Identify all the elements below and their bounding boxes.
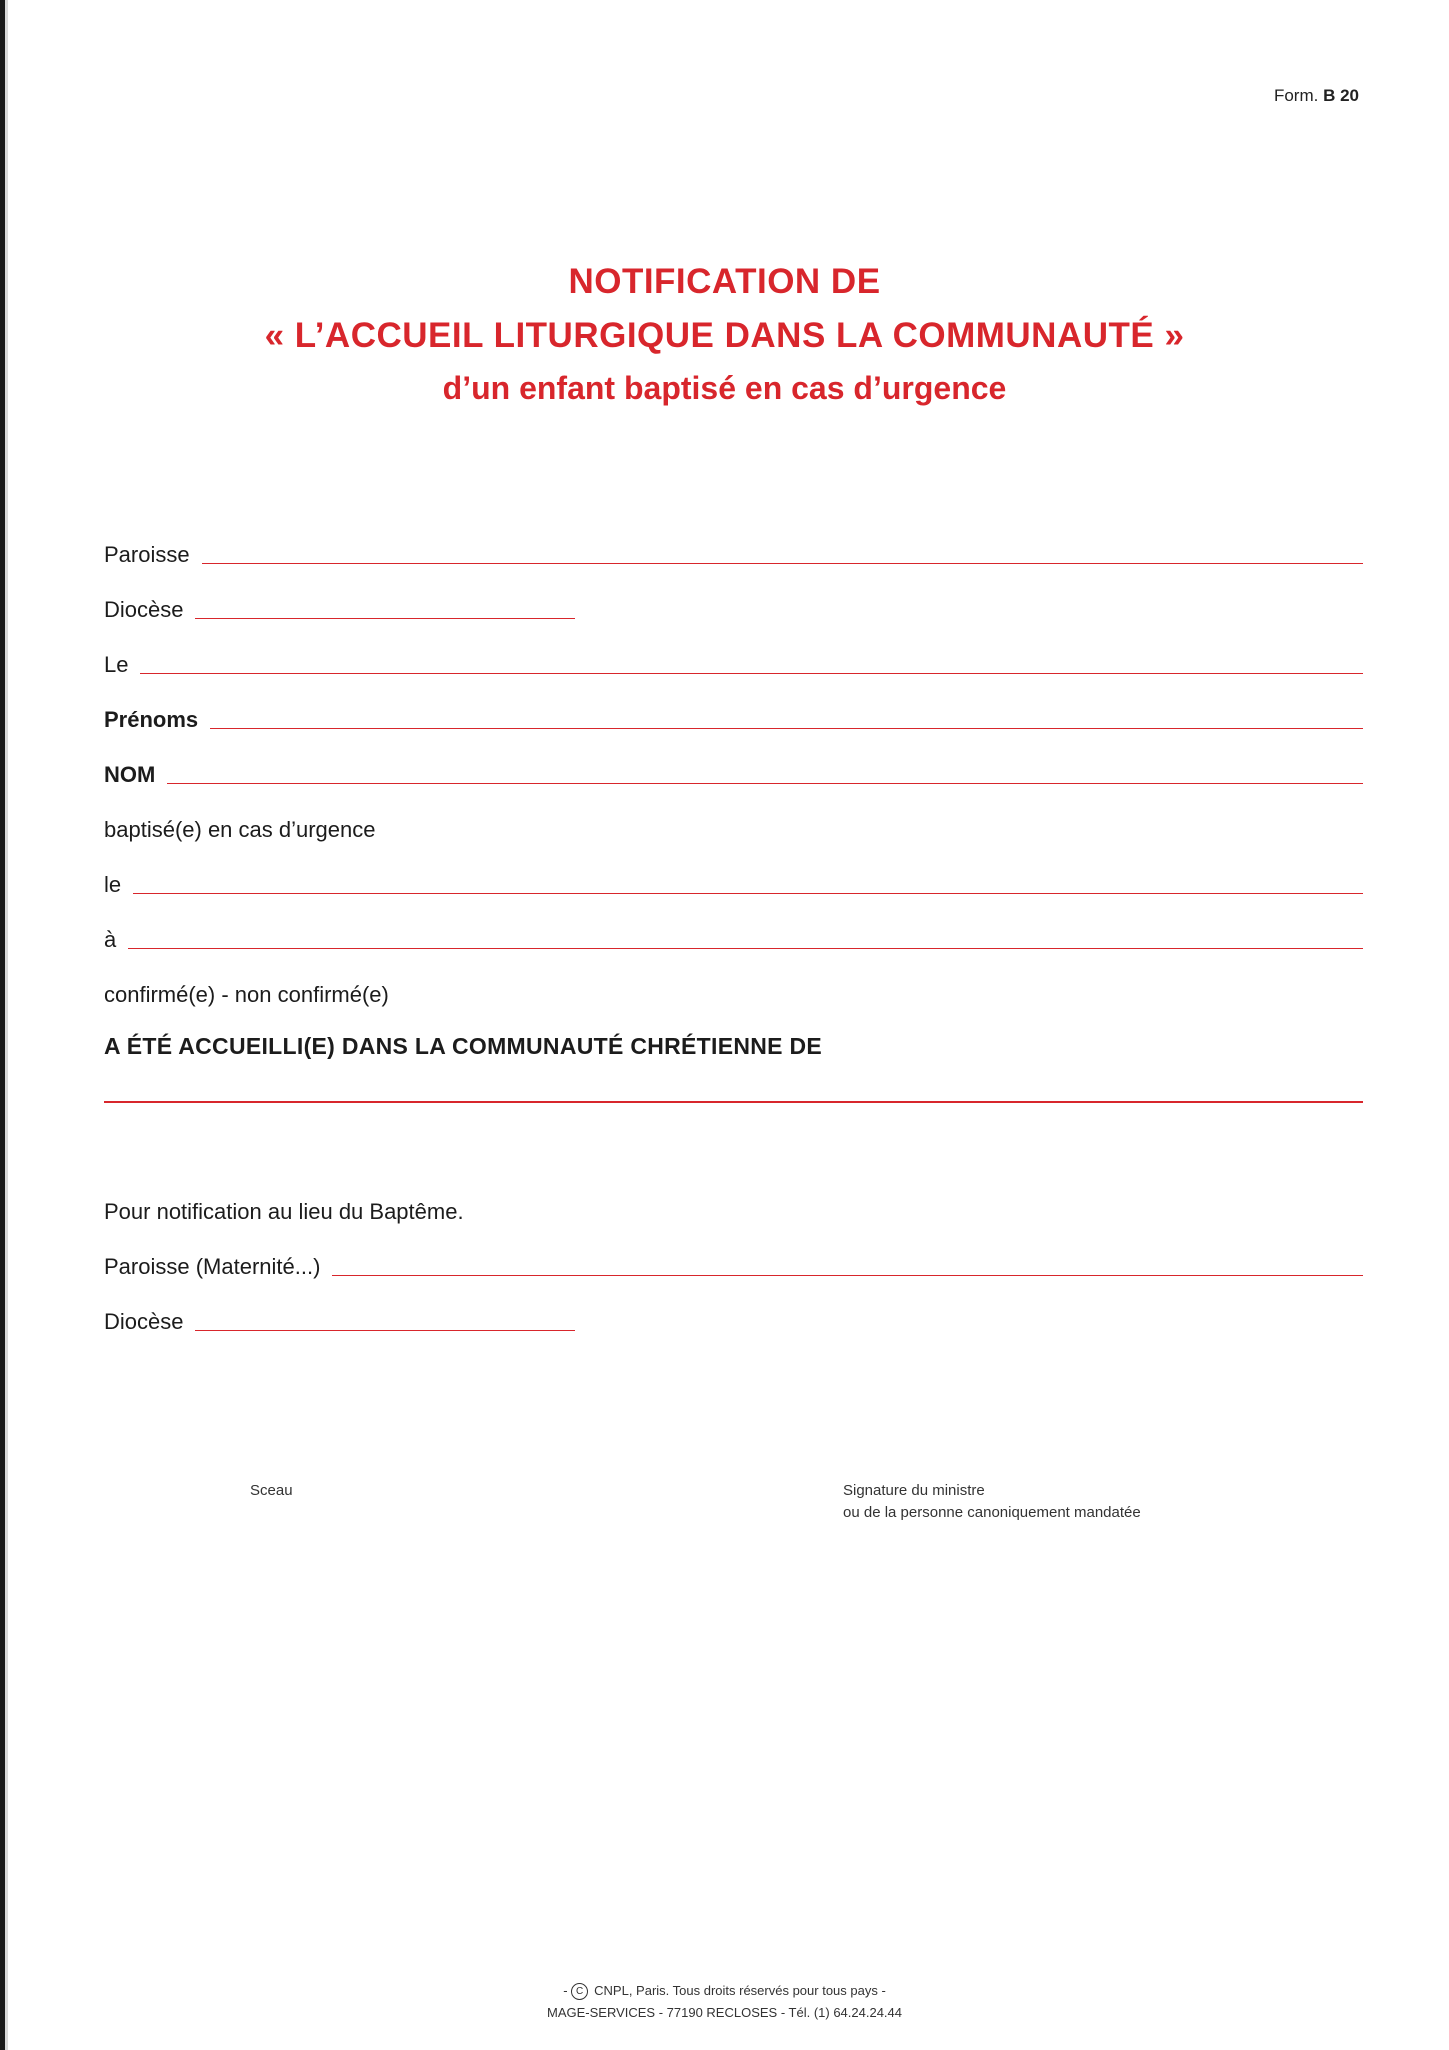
field-date-line[interactable] bbox=[140, 673, 1363, 675]
field-prenoms-line[interactable] bbox=[210, 728, 1363, 730]
page-edge-shadow bbox=[5, 0, 8, 2050]
field-baptism-date-label: le bbox=[104, 872, 122, 897]
title-line-2: « L’ACCUEIL LITURGIQUE DANS LA COMMUNAUTÉ » bbox=[264, 316, 1185, 355]
signature-label-line-2: ou de la personne canoniquement mandatée bbox=[843, 1503, 1141, 1521]
field-baptism-place[interactable] bbox=[104, 923, 1363, 953]
title-line-1: NOTIFICATION DE bbox=[568, 262, 881, 301]
field-prenoms[interactable] bbox=[104, 703, 1363, 733]
notification-paroisse-label: Paroisse (Maternité...) bbox=[104, 1254, 321, 1279]
signature-label bbox=[843, 1480, 1141, 1524]
footer-line-2: MAGE-SERVICES - 77190 RECLOSES - Tél. (1) 64.24.24.44 bbox=[546, 2005, 902, 2021]
field-baptism-date[interactable] bbox=[104, 868, 1363, 898]
field-diocese[interactable] bbox=[104, 593, 1363, 623]
field-date-label: Le bbox=[104, 652, 129, 677]
footer bbox=[0, 1980, 1449, 2024]
field-confirme bbox=[104, 978, 1363, 1008]
form-code-prefix: Form. bbox=[1273, 86, 1319, 105]
signature-label-line-1: Signature du ministre bbox=[843, 1482, 985, 1499]
notification-intro-label: Pour notification au lieu du Baptême. bbox=[104, 1199, 464, 1224]
communaute-line[interactable] bbox=[104, 1101, 1363, 1103]
form-code bbox=[1274, 86, 1359, 106]
field-nom[interactable] bbox=[104, 758, 1363, 788]
field-baptism-date-line[interactable] bbox=[133, 893, 1363, 895]
accueilli-heading: A ÉTÉ ACCUEILLI(E) DANS LA COMMUNAUTÉ CHRÉTIENNE DE bbox=[104, 1033, 823, 1059]
field-paroisse[interactable] bbox=[104, 538, 1363, 568]
field-nom-label: NOM bbox=[104, 762, 156, 787]
field-baptism-place-label: à bbox=[104, 927, 117, 952]
field-nom-line[interactable] bbox=[167, 783, 1363, 785]
title-line-3: d’un enfant baptisé en cas d’urgence bbox=[442, 370, 1007, 406]
field-baptise-label: baptisé(e) en cas d’urgence bbox=[104, 817, 376, 842]
field-baptism-place-line[interactable] bbox=[128, 948, 1363, 950]
field-paroisse-label: Paroisse bbox=[104, 542, 190, 567]
notification-paroisse[interactable] bbox=[104, 1250, 1363, 1280]
copyright-icon: C bbox=[571, 1983, 588, 2000]
notification-paroisse-line[interactable] bbox=[332, 1275, 1363, 1277]
notification-diocese-label: Diocèse bbox=[104, 1309, 184, 1334]
form-code-number: B 20 bbox=[1323, 86, 1359, 105]
field-paroisse-line[interactable] bbox=[202, 563, 1363, 565]
field-date[interactable] bbox=[104, 648, 1363, 678]
notification-intro bbox=[104, 1195, 1363, 1225]
field-confirme-label: confirmé(e) - non confirmé(e) bbox=[104, 982, 389, 1007]
notification-diocese-line[interactable] bbox=[195, 1330, 575, 1332]
field-prenoms-label: Prénoms bbox=[104, 707, 199, 732]
footer-line-1: - C CNPL, Paris. Tous droits réservés pour tous pays - bbox=[0, 1980, 1449, 2002]
field-diocese-line[interactable] bbox=[195, 618, 575, 620]
field-baptise bbox=[104, 813, 1363, 843]
sceau-label: Sceau bbox=[250, 1482, 293, 1499]
footer-line-1-text: CNPL, Paris. Tous droits réservés pour tous pays - bbox=[594, 1983, 886, 1998]
field-diocese-label: Diocèse bbox=[104, 597, 184, 622]
notification-diocese[interactable] bbox=[104, 1305, 1363, 1335]
